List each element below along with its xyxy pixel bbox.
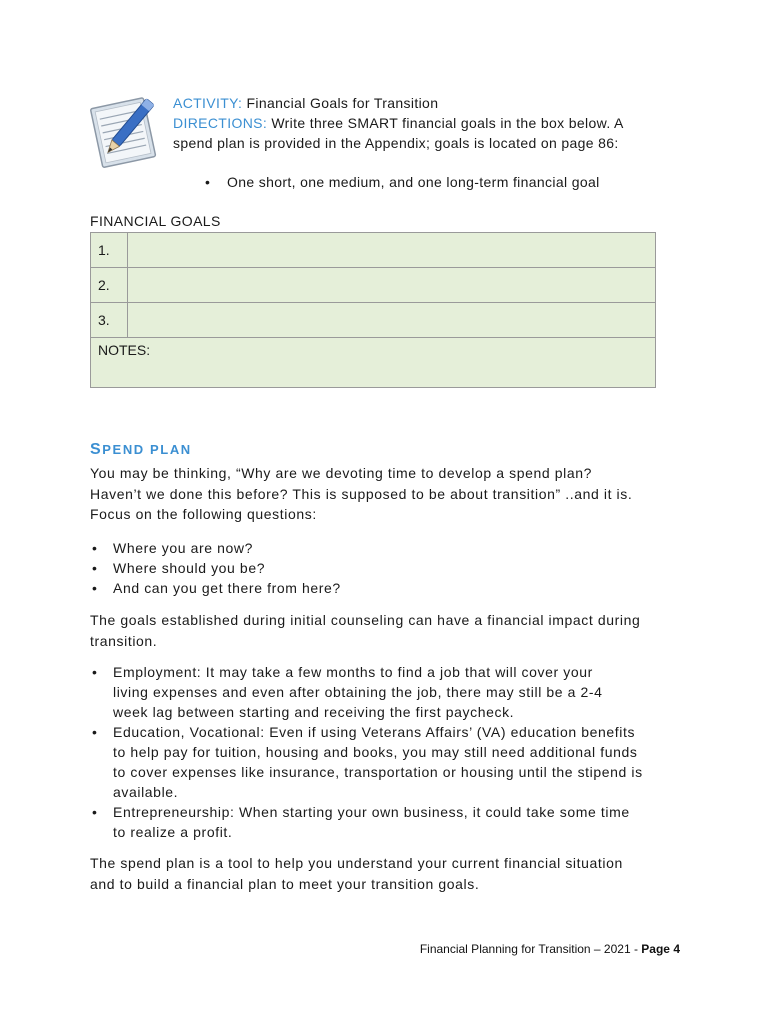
financial-goals-table: [90, 232, 656, 388]
list-item: [90, 802, 680, 842]
goal-number: 1.: [91, 233, 128, 268]
activity-label: ACTIVITY:: [173, 95, 243, 111]
activity-bullet: [205, 172, 600, 192]
question-text: Where you are now?: [113, 540, 253, 556]
page-footer: [420, 942, 680, 956]
question-text: Where should you be?: [113, 560, 266, 576]
directions-text-line-2: spend plan is provided in the Appendix; goals is located on page 86:: [173, 135, 619, 151]
impact-line: • Education, Vocational: Even if using Veterans Affairs’ (VA) education benefits: [113, 724, 636, 740]
notes-row: [91, 338, 656, 388]
list-item: [90, 662, 680, 722]
impact-line: • Entrepreneurship: When starting your own business, it could take some time: [113, 804, 630, 820]
activity-title: Financial Goals for Transition: [246, 95, 439, 111]
impact-line: to cover expenses like insurance, transportation or housing until the stipend is: [113, 764, 643, 780]
intro-line: Haven’t we done this before? This is supposed to be about transition” ..and it is.: [90, 485, 633, 502]
notepad-pencil-icon: [88, 92, 164, 170]
activity-bullet-text: One short, one medium, and one long-term financial goal: [227, 174, 600, 190]
list-item: [90, 558, 680, 578]
goal-input-cell[interactable]: [128, 268, 656, 303]
goal-input-cell[interactable]: [128, 303, 656, 338]
list-item: [90, 578, 680, 598]
impact-line: living expenses and even after obtaining the job, there may still be a 2-4: [113, 684, 603, 700]
intro-line: Focus on the following questions:: [90, 506, 317, 522]
paragraph-line: The spend plan is a tool to help you understand your current financial situation: [90, 855, 623, 871]
goal-row: [91, 233, 656, 268]
directions-text-line-1: Write three SMART financial goals in the box below. A: [271, 115, 624, 131]
intro-line: You may be thinking, “Why are we devoting time to develop a spend plan?: [90, 465, 593, 481]
goals-impact-paragraph: [90, 610, 670, 651]
paragraph-line: transition.: [90, 632, 158, 649]
impact-line: week lag between starting and receiving the first paycheck.: [113, 704, 515, 720]
list-item: [90, 538, 680, 558]
notes-label: NOTES:: [98, 342, 151, 358]
impact-line: to realize a profit.: [113, 824, 233, 840]
goal-row: [91, 268, 656, 303]
goal-row: [91, 303, 656, 338]
impact-line: • Employment: It may take a few months to find a job that will cover your: [113, 664, 593, 680]
paragraph-line: and to build a financial plan to meet your transition goals.: [90, 875, 480, 892]
closing-paragraph: [90, 853, 670, 894]
spend-plan-heading: [90, 441, 192, 459]
questions-list: [90, 538, 680, 598]
intro-paragraph: [90, 463, 670, 525]
page-number: Page 4: [641, 942, 680, 956]
goal-number: 2.: [91, 268, 128, 303]
paragraph-line: The goals established during initial counseling can have a financial impact during: [90, 612, 641, 628]
activity-block: [173, 93, 693, 153]
notes-cell[interactable]: [91, 338, 656, 388]
impacts-list: [90, 662, 680, 842]
heading-rest: PEND PLAN: [102, 442, 192, 457]
list-item: [90, 722, 680, 802]
goal-number: 3.: [91, 303, 128, 338]
heading-initial: S: [90, 441, 103, 458]
footer-text: Financial Planning for Transition – 2021 -: [419, 942, 642, 956]
goal-input-cell[interactable]: [128, 233, 656, 268]
financial-goals-heading: FINANCIAL GOALS: [90, 213, 221, 229]
directions-label: DIRECTIONS:: [173, 115, 268, 131]
bullet-icon: •: [205, 174, 211, 190]
impact-line: to help pay for tuition, housing and books, you may still need additional funds: [113, 744, 638, 760]
question-text: And can you get there from here?: [113, 580, 341, 596]
impact-line: available.: [113, 784, 179, 800]
